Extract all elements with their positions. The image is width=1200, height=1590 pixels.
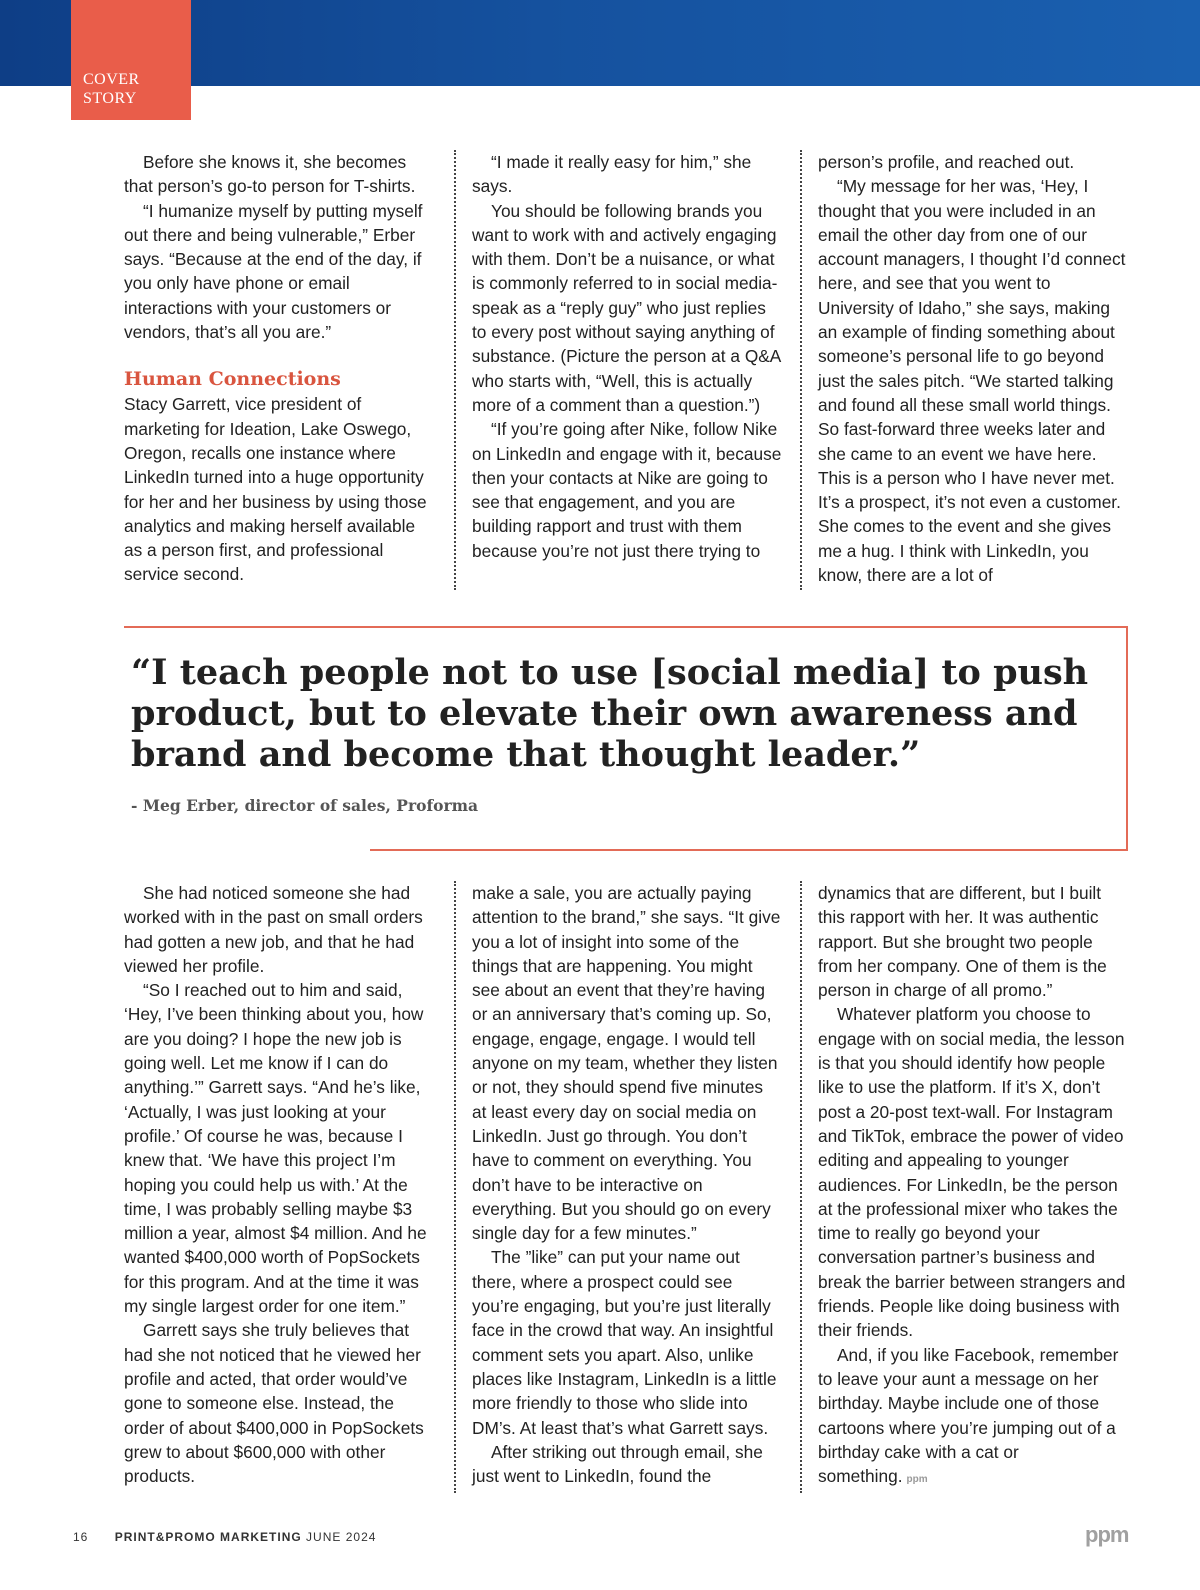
top-column-1 [124,150,454,590]
paragraph: She had noticed someone she had worked with in the past on small orders had gotten a new job, and that he had viewed her profile. [124,883,423,976]
section-tab [71,0,191,120]
issue-date: JUNE 2024 [306,1530,377,1544]
paragraph: You should be following brands you want to work with and actively engaging with them. Don’t be a nuisance, or what is commonly referred to in social media-speak as a “reply guy” who just replies to every post without saying anything of substance. (Picture the person at a Q&A who starts with, “Well, this is actually more of a comment than a question.”) [472,200,781,415]
top-column-3 [800,150,1128,590]
paragraph: Whatever platform you choose to engage with on social media, the lesson is that you should identify how people like to use the platform. If it’s X, don’t post a 20-post text-wall. For Instagram and TikTok, embrace the power of video editing and appealing to younger audiences. For LinkedIn, be the person at the professional mixer who takes the time to really go beyond your conversation partner’s business and break the barrier between strangers and friends. People like doing business with their friends. [818,1004,1126,1341]
paragraph: “My message for her was, ‘Hey, I thought that you were included in an email the other day from one of our account managers, I thought I’d connect here, and see that you went to University of Idaho,” she says, making an example of finding something about someone’s personal life to go beyond just the sales pitch. “We started talking and found all these small world things. So fast-forward three weeks later and she came to an event we have here. This is a person who I have never met. It’s a prospect, it’s not even a customer. She comes to the event and she gives me a hug. I think with LinkedIn, you know, there are a lot of [818,176,1126,586]
paragraph: “I made it really easy for him,” she says. [472,152,752,197]
bottom-columns [124,881,1128,1493]
pullquote-attribution: - Meg Erber, director of sales, Proforma [131,796,479,815]
ppm-logo-icon: ppm [1085,1522,1129,1547]
section-tab-line2: STORY [83,90,137,107]
paragraph [818,1343,1128,1493]
paragraph: “I humanize myself by putting myself out there and being vulnerable,” Erber says. “Because at the end of the day, if you only have phone or email interactions with your customers or vendors, that’s all you are.” [124,200,423,343]
paragraph: “So I reached out to him and said, ‘Hey, I’ve been thinking about you, how are you doing? I hope the new job is going well. Let me know if I can do anything.’” Garrett says. “And he’s like, ‘Actually, I was just looking at your profile.’ Of course he was, because I knew that. ‘We have this project I’m hoping you could help us with.’ At the time, I was probably selling maybe $3 million a year, almost $4 million. And he wanted $400,000 worth of PopSockets for this program. And at the time it was my single largest order for one item.” [124,980,427,1317]
paragraph-continuation: dynamics that are different, but I built this rapport with her. It was authentic rapport. But she brought two people from her company. One of them is the person in charge of all promo.” [818,883,1107,1001]
section-tab-line1: COVER [83,71,140,88]
end-mark-icon: ppm [906,1474,928,1486]
paragraph: “If you’re going after Nike, follow Nike on LinkedIn and engage with it, because then your contacts at Nike are going to see that engagement, and you are building rapport and trust with them because you’re not just there trying to [472,419,782,561]
pullquote-text: “I teach people not to use [social media] to push product, but to elevate their own awareness and brand and become that thought leader.” [131,652,1089,775]
paragraph: Garrett says she truly believes that had she not noticed that he viewed her profile and acted, that order would’ve gone to someone else. Instead, the order of about $400,000 in PopSockets grew to about $600,000 with other products. [124,1320,424,1487]
paragraph-continuation: person’s profile, and reached out. [818,152,1075,172]
bottom-column-1 [124,881,454,1493]
publication-name: PRINT&PROMO MARKETING [114,1530,302,1544]
paragraph-continuation: make a sale, you are actually paying attention to the brand,” she says. “It give you a lot of insight into some of the things that are happening. You might see about an event that they’re having or an anniversary that’s coming up. So, engage, engage, engage. I would tell anyone on my team, whether they listen or not, they should spend five minutes at least every day on social media on LinkedIn. Just go through. You don’t have to comment on everything. You don’t have to be interactive on everything. But you should go on every single day for a few minutes.” [472,883,781,1244]
paragraph: The ”like” can put your name out there, where a prospect could see you’re engaging, but you’re just literally face in the crowd that way. An insightful comment sets you apart. Also, unlike places like Instagram, LinkedIn is a little more friendly to those who slide into DM’s. At least that’s what Garrett says. [472,1247,777,1438]
subhead: Human Connections [124,368,341,391]
paragraph-text: And, if you like Facebook, remember to leave your aunt a message on her birthday. Maybe include one of those cartoons where you’re jumping out of a birthday cake with a cat or something. [818,1344,1119,1487]
paragraph: Stacy Garrett, vice president of marketing for Ideation, Lake Oswego, Oregon, recalls one instance where LinkedIn turned into a huge opportunity for her and her business by using those analytics and making herself available as a person first, and professional service second. [124,394,427,585]
paragraph: After striking out through email, she just went to LinkedIn, found the [472,1441,763,1487]
paragraph: Before she knows it, she becomes that person’s go-to person for T-shirts. [124,152,416,197]
bottom-column-2 [454,881,800,1493]
page-number: 16 [73,1530,89,1544]
page-footer [73,1530,376,1544]
pullquote-rule [370,849,1128,851]
top-column-2 [454,150,800,590]
top-columns [124,150,1128,590]
bottom-column-3 [800,881,1128,1493]
